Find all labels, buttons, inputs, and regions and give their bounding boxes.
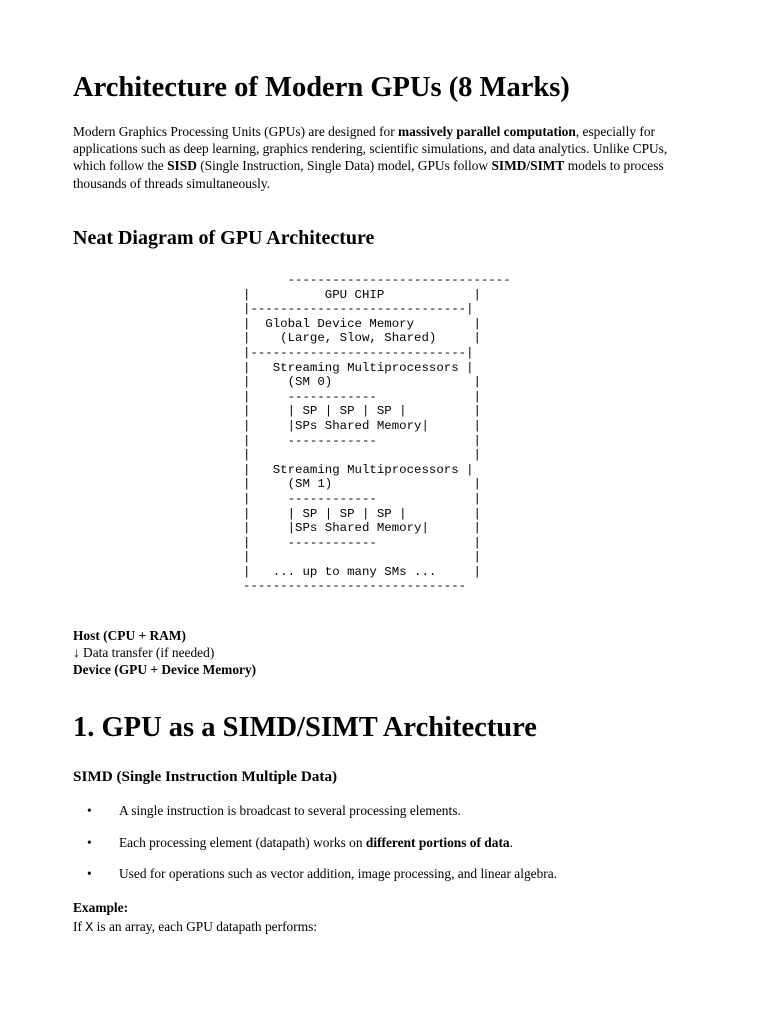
bullet-text: Each processing element (datapath) works on xyxy=(119,834,366,850)
device-detail: (GPU + Device Memory) xyxy=(114,662,257,678)
simd-bullet-list xyxy=(73,802,713,897)
simd-expansion: (Single Instruction Multiple Data) xyxy=(116,768,338,785)
example-variable: X xyxy=(85,921,94,936)
intro-bold-2: SISD xyxy=(167,158,197,174)
transfer-text: Data transfer (if needed) xyxy=(79,645,215,661)
simd-heading xyxy=(73,767,337,787)
example-text-pre: If xyxy=(73,919,86,934)
bullet-icon: • xyxy=(87,803,92,818)
host-device-flow xyxy=(73,627,256,679)
bullet-icon: • xyxy=(87,834,92,850)
list-item xyxy=(73,865,713,882)
bullet-text-end: . xyxy=(509,834,513,850)
transfer-line xyxy=(73,644,256,661)
section-1-heading: 1. GPU as a SIMD/SIMT Architecture xyxy=(73,712,537,743)
intro-bold-1: massively parallel computation xyxy=(398,124,576,139)
intro-text-2: , especially for applications such as deep learning, graphics rendering, scientific simulations, and data analytics. Unlike CPUs, which follow the xyxy=(73,124,668,174)
intro-text-4: models to process thousands of threads simultaneously. xyxy=(73,158,664,191)
bullet-text: Used for operations such as vector addition, image processing, and linear algebra. xyxy=(119,866,558,881)
bullet-icon: • xyxy=(87,866,92,881)
gpu-architecture-diagram: ------------------------------ | GPU CHIP | |-----------------------------| | Global Device Memory | | (Large, Slow, Shared) | |-----------------------------| | Streaming Multiprocessors | | (SM 0) | | ------------ | | | SP | SP | SP | | | |SPs Shared Memory| | | ------------ | | | | Streaming Multiprocessors | | (SM 1) | | ------------ | | | SP | SP | SP | | | |SPs Shared Memory| | | ------------ | | | | ... up to many SMs ... | ------------------------------ xyxy=(243,273,511,594)
host-detail: (CPU + RAM) xyxy=(103,628,186,643)
example-text-post: is an array, each GPU datapath performs: xyxy=(93,919,318,934)
host-line xyxy=(73,627,256,644)
intro-text-3: (Single Instruction, Single Data) model, GPUs follow xyxy=(196,158,492,174)
example-text xyxy=(73,918,317,937)
list-item xyxy=(73,802,713,819)
intro-paragraph xyxy=(73,123,703,192)
device-label: Device xyxy=(73,662,111,678)
host-label: Host xyxy=(73,628,100,643)
diagram-heading: Neat Diagram of GPU Architecture xyxy=(73,227,375,249)
example-label: Example: xyxy=(73,900,129,915)
simd-term: SIMD xyxy=(73,768,113,785)
down-arrow-icon: ↓ xyxy=(73,645,80,661)
document-title: Architecture of Modern GPUs (8 Marks) xyxy=(73,72,570,103)
bullet-text: A single instruction is broadcast to several processing elements. xyxy=(119,803,461,818)
list-item xyxy=(73,834,713,851)
intro-text-1: Modern Graphics Processing Units (GPUs) are designed for xyxy=(73,124,399,139)
intro-bold-3: SIMD/SIMT xyxy=(491,158,565,174)
device-line xyxy=(73,661,256,678)
bullet-bold-text: different portions of data xyxy=(365,834,510,850)
